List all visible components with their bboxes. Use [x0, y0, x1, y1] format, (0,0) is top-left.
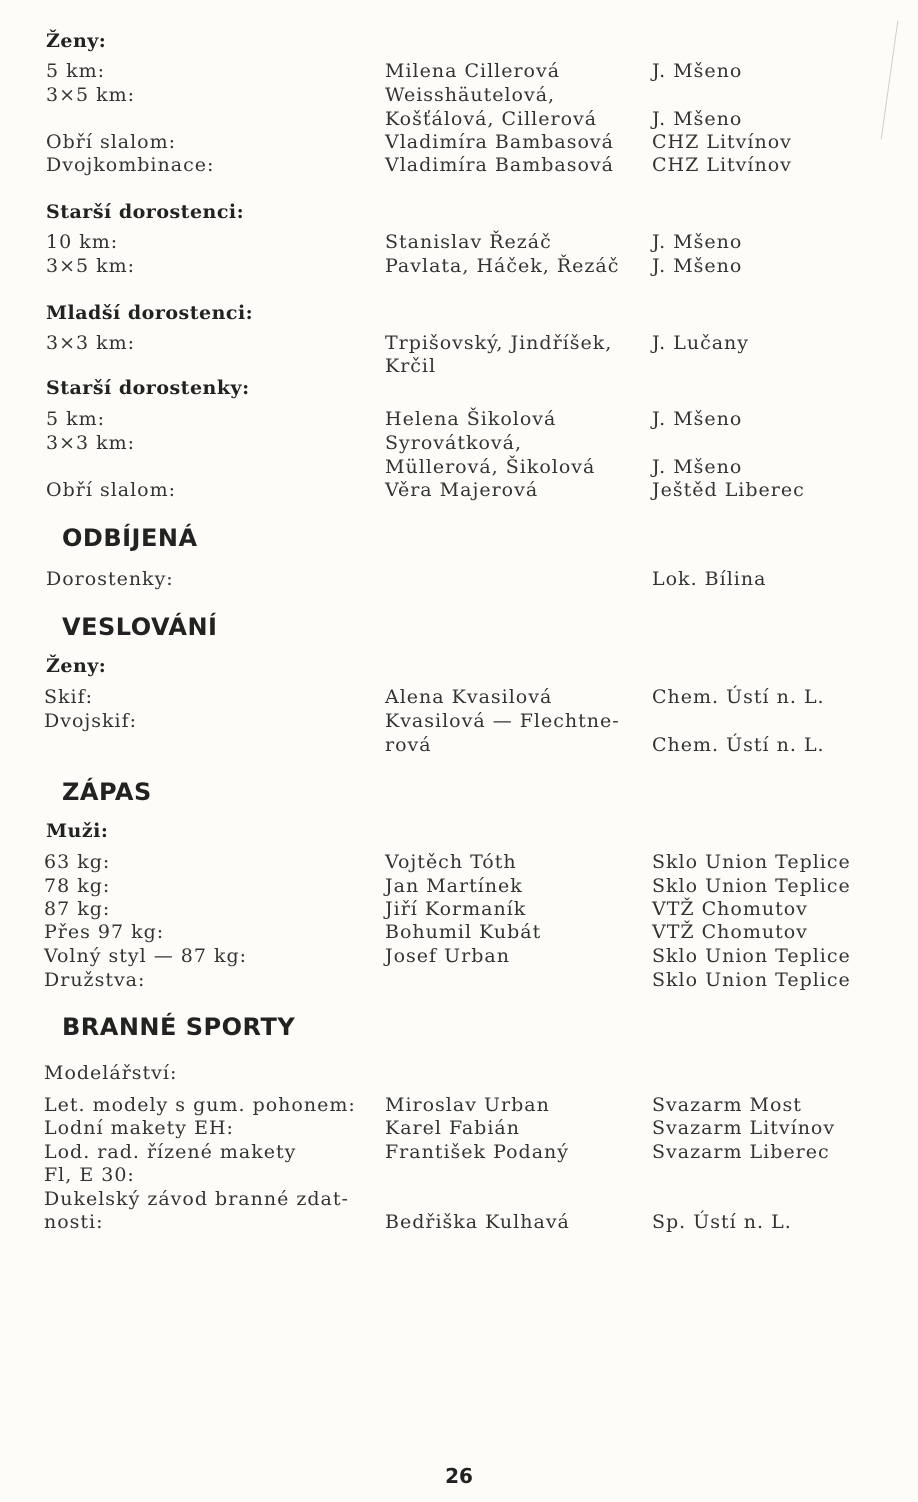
category-heading: Starší dorostenci: [46, 201, 245, 223]
result-row [0, 1210, 918, 1234]
event-label: Obří slalom: [46, 131, 177, 153]
event-label: Modelářství: [44, 1062, 178, 1084]
club-name: Sklo Union Teplice [652, 969, 851, 991]
event-label: Fl, E 30: [44, 1164, 135, 1186]
winner-name: Trpišovský, Jindříšek, [385, 332, 613, 354]
club-name: Sklo Union Teplice [652, 945, 851, 967]
category-heading: Muži: [46, 820, 109, 842]
club-name: Lok. Bílina [652, 568, 767, 590]
event-label: 5 km: [46, 408, 106, 430]
event-label: Dorostenky: [46, 568, 174, 590]
event-label: Lodní makety EH: [44, 1117, 234, 1139]
event-label: Družstva: [44, 969, 146, 991]
result-row [0, 920, 918, 944]
result-row [0, 59, 918, 83]
club-name: J. Mšeno [652, 408, 743, 430]
club-name: Chem. Ústí n. L. [652, 686, 825, 708]
result-row [0, 431, 918, 455]
result-row [0, 230, 918, 254]
event-label: Let. modely s gum. pohonem: [44, 1094, 356, 1116]
event-label: 63 kg: [44, 851, 111, 873]
club-name: Chem. Ústí n. L. [652, 734, 825, 756]
club-name: CHZ Litvínov [652, 131, 792, 153]
event-label: 3×5 km: [46, 255, 136, 277]
event-label: Volný styl — 87 kg: [44, 945, 248, 967]
winner-name: Věra Majerová [385, 479, 539, 501]
result-row [0, 1116, 918, 1140]
category-heading: Starší dorostenky: [46, 377, 250, 399]
category-heading: Ženy: [46, 30, 107, 52]
winner-name: Helena Šikolová [385, 408, 557, 430]
event-label: 3×3 km: [46, 332, 136, 354]
event-label: Dvojkombinace: [46, 154, 215, 176]
winner-name: Stanislav Řezáč [385, 231, 552, 253]
event-label: nosti: [44, 1211, 104, 1233]
club-name: VTŽ Chomutov [652, 898, 808, 920]
club-name: J. Mšeno [652, 456, 743, 478]
result-row [0, 455, 918, 479]
winner-name: Josef Urban [385, 945, 510, 967]
page-number: 26 [445, 1464, 473, 1488]
result-row [0, 83, 918, 107]
winner-name: Kvasilová — Flechtne- [385, 710, 620, 732]
winner-name: Milena Cillerová [385, 60, 561, 82]
winner-name: Bohumil Kubát [385, 921, 542, 943]
club-name: CHZ Litvínov [652, 154, 792, 176]
result-row [0, 897, 918, 921]
result-row [0, 874, 918, 898]
result-row [0, 733, 918, 757]
event-label: Dvojskif: [44, 710, 138, 732]
result-row [0, 331, 918, 355]
result-row [0, 478, 918, 502]
category-heading: Mladší dorostenci: [46, 302, 254, 324]
result-row [0, 968, 918, 992]
event-label: Dukelský závod branné zdat- [44, 1188, 349, 1210]
winner-name: Müllerová, Šikolová [385, 456, 596, 478]
event-label: 78 kg: [44, 875, 111, 897]
club-name: Svazarm Liberec [652, 1141, 830, 1163]
result-row [0, 254, 918, 278]
winner-name: Weisshäutelová, [385, 84, 556, 106]
category-heading: Ženy: [46, 655, 107, 677]
club-name: J. Mšeno [652, 231, 743, 253]
winner-name: Vladimíra Bambasová [385, 131, 614, 153]
club-name: Sp. Ústí n. L. [652, 1211, 792, 1233]
club-name: J. Mšeno [652, 108, 743, 130]
club-name: VTŽ Chomutov [652, 921, 808, 943]
club-name: Svazarm Most [652, 1094, 802, 1116]
section-heading: ZÁPAS [62, 778, 152, 806]
result-row [0, 1061, 918, 1085]
club-name: Sklo Union Teplice [652, 851, 851, 873]
event-label: 10 km: [46, 231, 119, 253]
winner-name: Miroslav Urban [385, 1094, 550, 1116]
event-label: 5 km: [46, 60, 106, 82]
club-name: J. Mšeno [652, 60, 743, 82]
result-row [0, 685, 918, 709]
event-label: 87 kg: [44, 898, 111, 920]
result-row [0, 709, 918, 733]
section-heading: ODBÍJENÁ [62, 524, 198, 552]
winner-name: Karel Fabián [385, 1117, 520, 1139]
result-row [0, 1163, 918, 1187]
winner-name: Krčil [385, 355, 437, 377]
result-row [0, 130, 918, 154]
winner-name: Vladimíra Bambasová [385, 154, 614, 176]
winner-name: Alena Kvasilová [385, 686, 553, 708]
result-row [0, 1187, 918, 1211]
result-row [0, 153, 918, 177]
event-label: 3×5 km: [46, 84, 136, 106]
winner-name: František Podaný [385, 1141, 570, 1163]
winner-name: Syrovátková, [385, 432, 523, 454]
club-name: J. Lučany [652, 332, 750, 354]
club-name: J. Mšeno [652, 255, 743, 277]
result-row [0, 944, 918, 968]
club-name: Ještěd Liberec [652, 479, 805, 501]
event-label: Lod. rad. řízené makety [44, 1141, 297, 1163]
section-heading: VESLOVÁNÍ [62, 613, 218, 641]
winner-name: Pavlata, Háček, Řezáč [385, 255, 620, 277]
result-row [0, 1140, 918, 1164]
winner-name: Jiří Kormaník [385, 898, 527, 920]
winner-name: Vojtěch Tóth [385, 851, 517, 873]
event-label: Skif: [44, 686, 94, 708]
event-label: 3×3 km: [46, 432, 136, 454]
winner-name: Košťálová, Cillerová [385, 108, 598, 130]
winner-name: rová [385, 734, 432, 756]
result-row [0, 407, 918, 431]
result-row [0, 107, 918, 131]
club-name: Svazarm Litvínov [652, 1117, 836, 1139]
club-name: Sklo Union Teplice [652, 875, 851, 897]
section-heading: BRANNÉ SPORTY [62, 1013, 296, 1041]
winner-name: Bedřiška Kulhavá [385, 1211, 570, 1233]
event-label: Obří slalom: [46, 479, 177, 501]
result-row [0, 567, 918, 591]
result-row [0, 354, 918, 378]
event-label: Přes 97 kg: [44, 921, 165, 943]
winner-name: Jan Martínek [385, 875, 523, 897]
result-row [0, 1093, 918, 1117]
result-row [0, 850, 918, 874]
